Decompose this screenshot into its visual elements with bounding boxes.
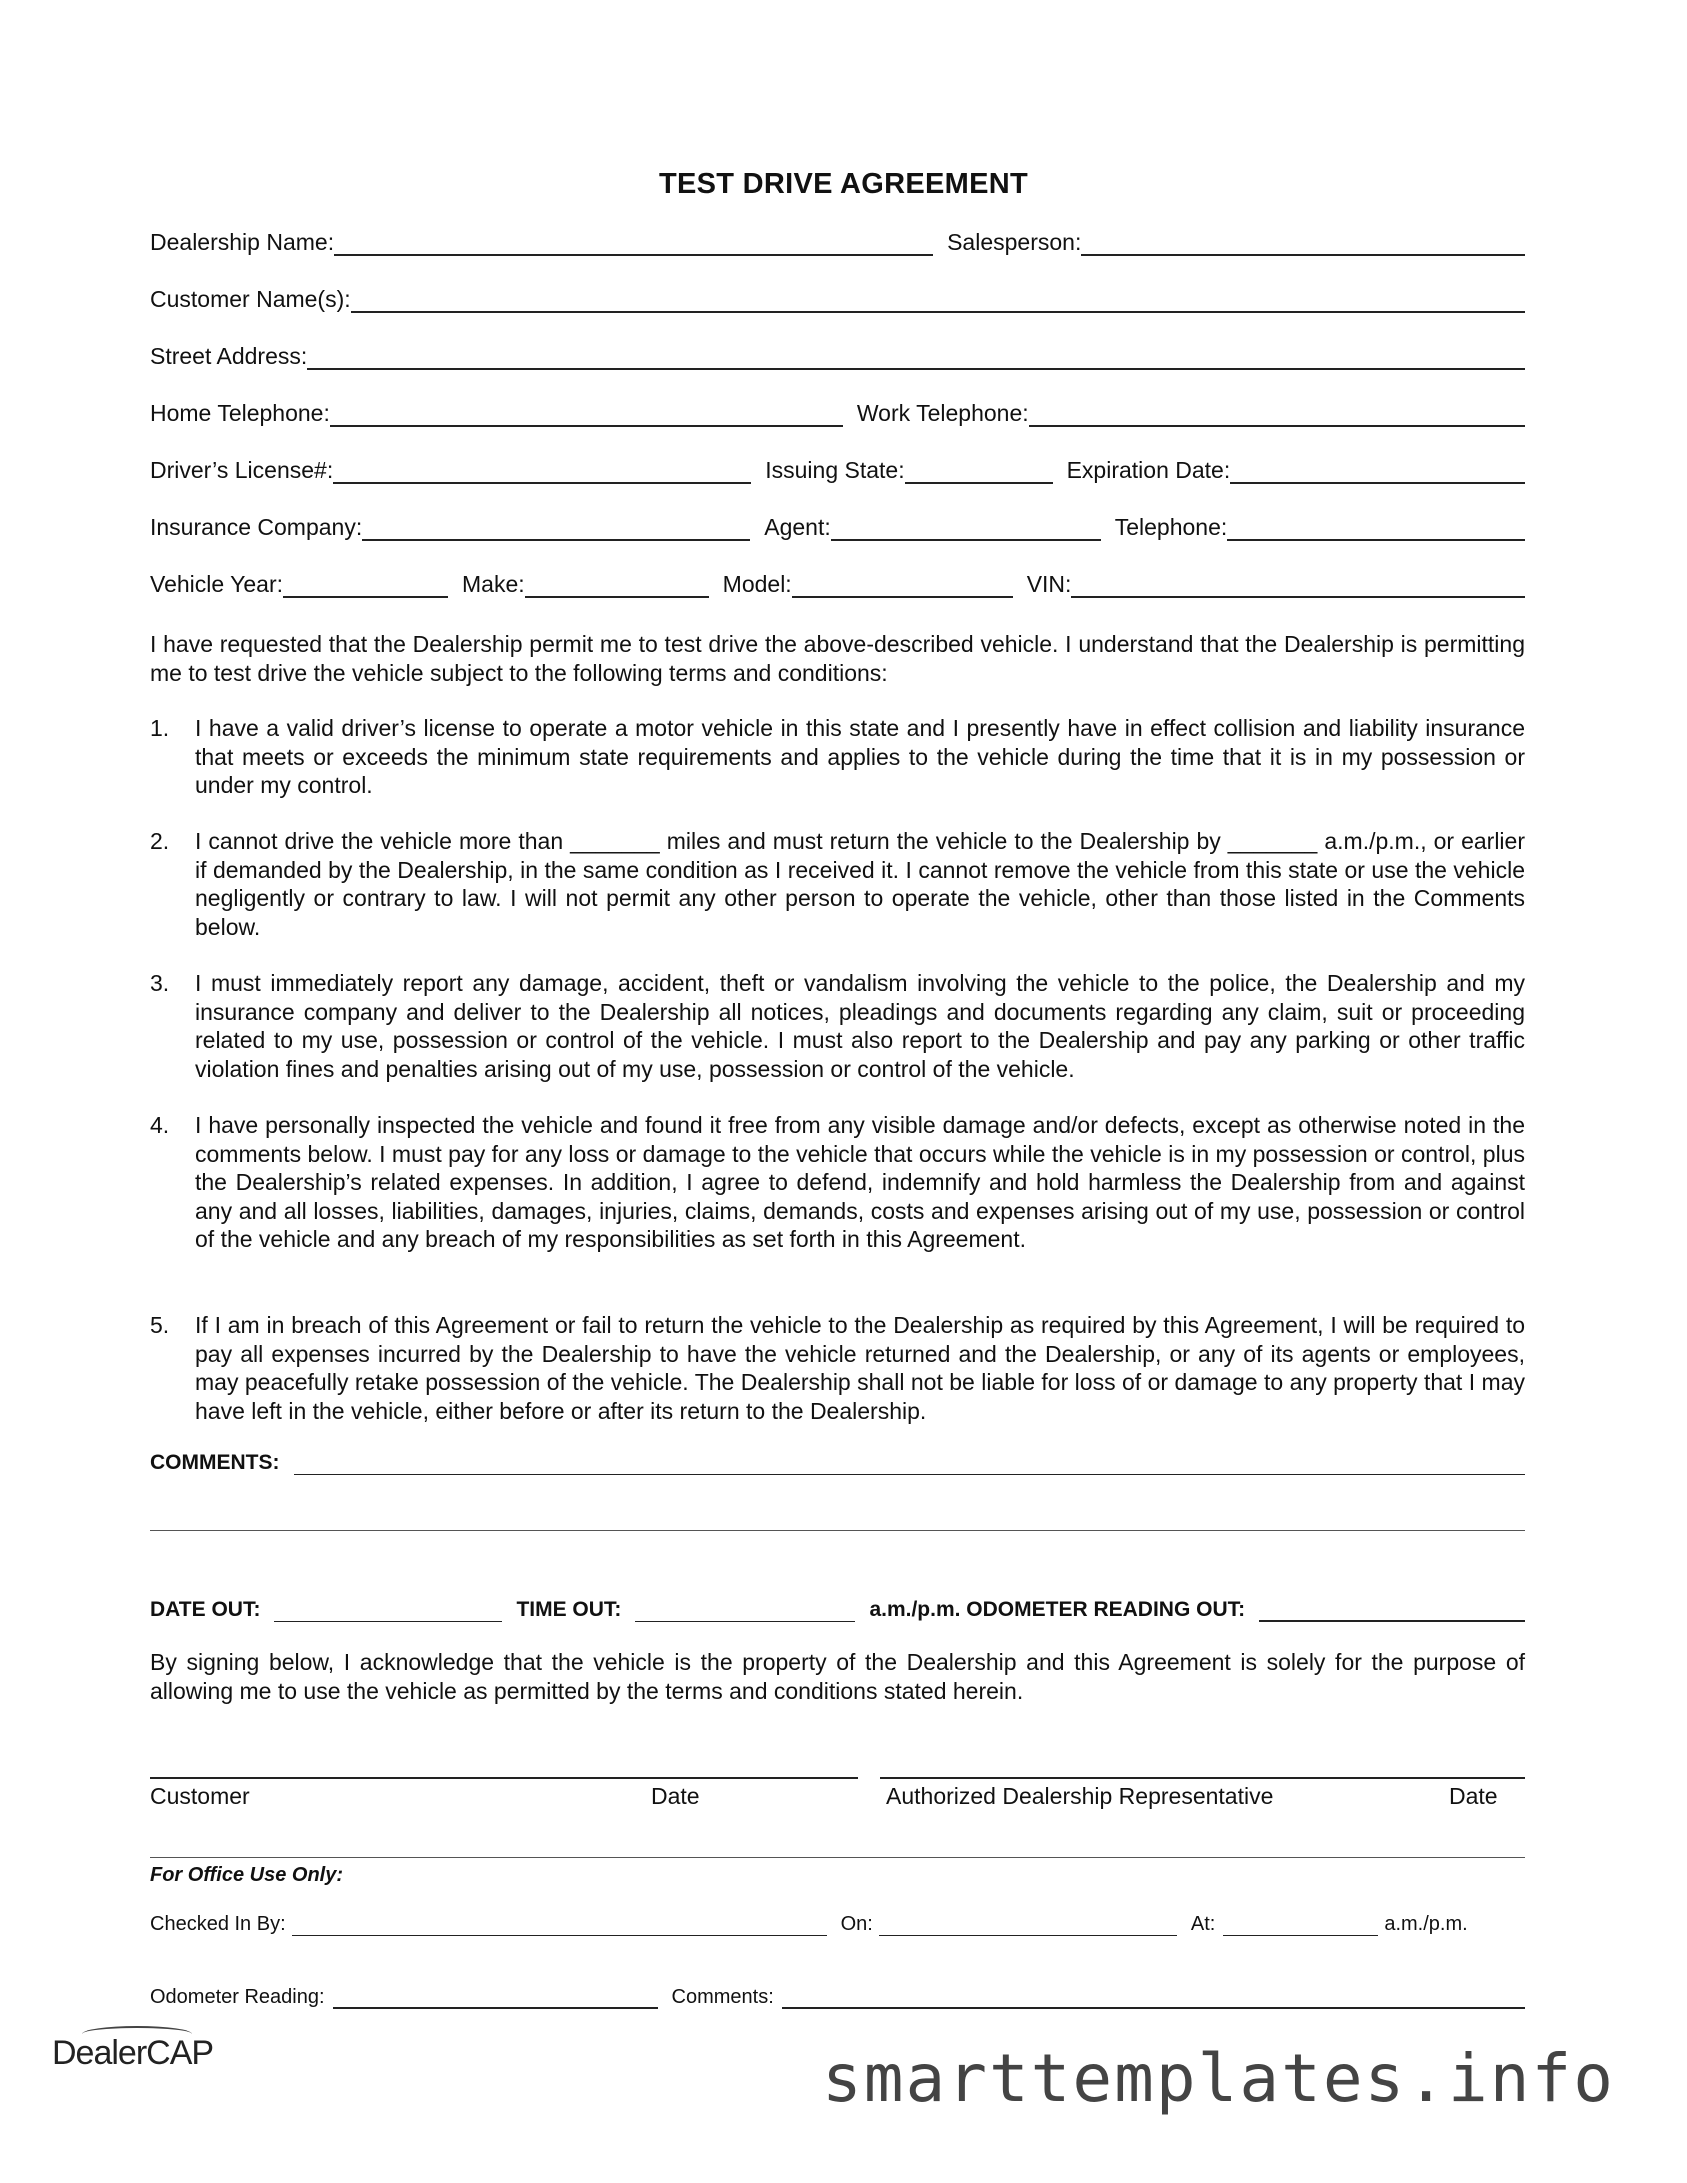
dealership-name-label: Dealership Name:: [150, 229, 335, 255]
customer-names-field[interactable]: [351, 281, 1525, 313]
drivers-license-label: Driver’s License#:: [150, 457, 334, 483]
salesperson-label: Salesperson:: [947, 229, 1082, 255]
term-number: 3.: [150, 970, 170, 996]
telephone-field[interactable]: [1227, 509, 1525, 541]
term-3: [150, 969, 1525, 1083]
office-comments-label: Comments:: [671, 1986, 774, 2008]
dealership-name-field[interactable]: [334, 224, 933, 256]
intro-paragraph: I have requested that the Dealership permit me to test drive the above-described vehicle. I understand that the Dealership is permitting me to test drive the vehicle subject to the following terms and conditions:: [150, 631, 1525, 686]
vin-field[interactable]: [1071, 566, 1525, 598]
rep-signature-label: Authorized Dealership Representative: [886, 1783, 1274, 1809]
on-field[interactable]: [879, 1905, 1177, 1936]
term-number: 2.: [150, 828, 170, 854]
street-address-field[interactable]: [307, 338, 1525, 370]
street-address-label: Street Address:: [150, 343, 308, 369]
expiration-date-label: Expiration Date:: [1066, 457, 1231, 483]
home-telephone-field[interactable]: [330, 395, 843, 427]
odometer-out-field[interactable]: [1259, 1590, 1525, 1622]
row-dealership: [150, 226, 1525, 260]
watermark: smarttemplates.info: [822, 2040, 1615, 2117]
odometer-reading-field[interactable]: [333, 1977, 658, 2009]
acknowledge-paragraph: By signing below, I acknowledge that the vehicle is the property of the Dealership and this Agreement is solely for the purpose of allowing me to use the vehicle as permitted by the terms and conditions stated herein.: [150, 1649, 1525, 1704]
expiration-date-field[interactable]: [1230, 452, 1525, 484]
term-5: [150, 1311, 1525, 1425]
row-license: [150, 454, 1525, 488]
drivers-license-field[interactable]: [333, 452, 751, 484]
date-out-field[interactable]: [274, 1591, 502, 1622]
work-telephone-label: Work Telephone:: [856, 400, 1029, 426]
on-label: On:: [840, 1913, 873, 1935]
customer-signature-line[interactable]: [150, 1777, 858, 1779]
term-number: 5.: [150, 1312, 170, 1338]
term-number: 4.: [150, 1112, 170, 1138]
salesperson-field[interactable]: [1081, 224, 1525, 256]
telephone-label: Telephone:: [1114, 514, 1228, 540]
at-field[interactable]: [1223, 1905, 1378, 1936]
row-customer: [150, 283, 1525, 317]
odometer-reading-label: Odometer Reading:: [150, 1986, 325, 2008]
row-address: [150, 340, 1525, 374]
time-out-label: TIME OUT:: [516, 1598, 622, 1621]
customer-names-label: Customer Name(s):: [150, 286, 351, 312]
make-field[interactable]: [525, 566, 709, 598]
dealercap-logo: [52, 2034, 213, 2073]
term-2: [150, 827, 1525, 941]
term-4: [150, 1111, 1525, 1254]
term-text: I cannot drive the vehicle more than _______ miles and must return the vehicle to the Dealership by _______ a.m./p.m., or earlier if demanded by the Dealership, in the same condition as I received it. I cannot remove the vehicle from this state or use the vehicle negligently or contrary to law. I will not permit any other person to operate the vehicle, other than those listed in the Comments below.: [195, 828, 1525, 940]
term-1: [150, 714, 1525, 800]
issuing-state-label: Issuing State:: [765, 457, 905, 483]
work-telephone-field[interactable]: [1029, 395, 1525, 427]
model-label: Model:: [722, 571, 792, 597]
home-telephone-label: Home Telephone:: [150, 400, 330, 426]
customer-date-label: Date: [651, 1783, 700, 1809]
checked-in-by-field[interactable]: [292, 1905, 827, 1936]
row-vehicle: [150, 568, 1525, 602]
vehicle-year-label: Vehicle Year:: [150, 571, 284, 597]
term-text: I must immediately report any damage, accident, theft or vandalism involving the vehicle to the police, the Dealership and my insurance company and deliver to the Dealership all notices, pleadings and documents regarding any claim, suit or proceeding related to my use, possession or control of the vehicle. I must also report to the Dealership and pay any parking or other traffic violation fines and penalties arising out of my use, possession or control of the vehicle.: [195, 970, 1525, 1082]
term-text: I have personally inspected the vehicle and found it free from any visible damage and/or defects, except as otherwise noted in the comments below. I must pay for any loss or damage to the vehicle that occurs while the vehicle is in my possession or control, plus the Dealership’s related expenses. In addition, I agree to defend, indemnify and hold harmless the Dealership from and against any and all losses, liabilities, damages, injuries, claims, demands, costs and expenses arising out of my use, possession or control of the vehicle and any breach of my responsibilities as set forth in this Agreement.: [195, 1112, 1525, 1252]
vin-label: VIN:: [1026, 571, 1072, 597]
issuing-state-field[interactable]: [905, 452, 1053, 484]
date-out-label: DATE OUT:: [150, 1598, 261, 1621]
rep-signature-line[interactable]: [880, 1777, 1525, 1779]
term-text: If I am in breach of this Agreement or fail to return the vehicle to the Dealership as required by this Agreement, I will be required to pay all expenses incurred by the Dealership to have the vehicle returned and the Dealership, or any of its agents or employees, may peacefully retake possession of the vehicle. The Dealership shall not be liable for loss of or damage to any property that I may have left in the vehicle, either before or after its return to the Dealership.: [195, 1312, 1525, 1424]
row-telephones: [150, 397, 1525, 431]
at-label: At:: [1190, 1913, 1216, 1935]
make-label: Make:: [462, 571, 525, 597]
row-insurance: [150, 511, 1525, 545]
checked-in-by-label: Checked In By:: [150, 1913, 286, 1935]
insurance-company-label: Insurance Company:: [150, 514, 363, 540]
vehicle-year-field[interactable]: [283, 566, 448, 598]
office-comments-field[interactable]: [782, 1977, 1525, 2009]
comments-label: COMMENTS:: [150, 1451, 280, 1474]
comments-field-line-2[interactable]: [150, 1530, 1525, 1531]
agent-label: Agent:: [764, 514, 831, 540]
model-field[interactable]: [792, 566, 1013, 598]
odometer-out-label: a.m./p.m. ODOMETER READING OUT:: [869, 1598, 1246, 1621]
row-comments: [150, 1445, 1525, 1479]
term-number: 1.: [150, 715, 170, 741]
document-title: TEST DRIVE AGREEMENT: [658, 168, 1029, 200]
term-text: I have a valid driver’s license to operate a motor vehicle in this state and I presently have in effect collision and liability insurance that meets or exceeds the minimum state requirements and applies to the vehicle during the time that it is in my possession or under my control.: [195, 715, 1525, 798]
office-divider: [150, 1857, 1525, 1858]
row-odometer: [150, 1979, 1525, 2013]
rep-date-label: Date: [1449, 1783, 1498, 1809]
office-heading: For Office Use Only:: [150, 1864, 344, 1886]
comments-field[interactable]: [294, 1444, 1526, 1475]
logo-text: DealerCAP: [52, 2034, 214, 2072]
time-out-field[interactable]: [635, 1591, 855, 1622]
insurance-company-field[interactable]: [362, 509, 750, 541]
logo-arc-icon: [82, 2026, 192, 2042]
row-checked-in: [150, 1906, 1520, 1940]
ampm-label: a.m./p.m.: [1384, 1913, 1468, 1935]
agent-field[interactable]: [831, 509, 1101, 541]
customer-signature-label: Customer: [150, 1783, 250, 1809]
row-date-out: [150, 1592, 1525, 1626]
